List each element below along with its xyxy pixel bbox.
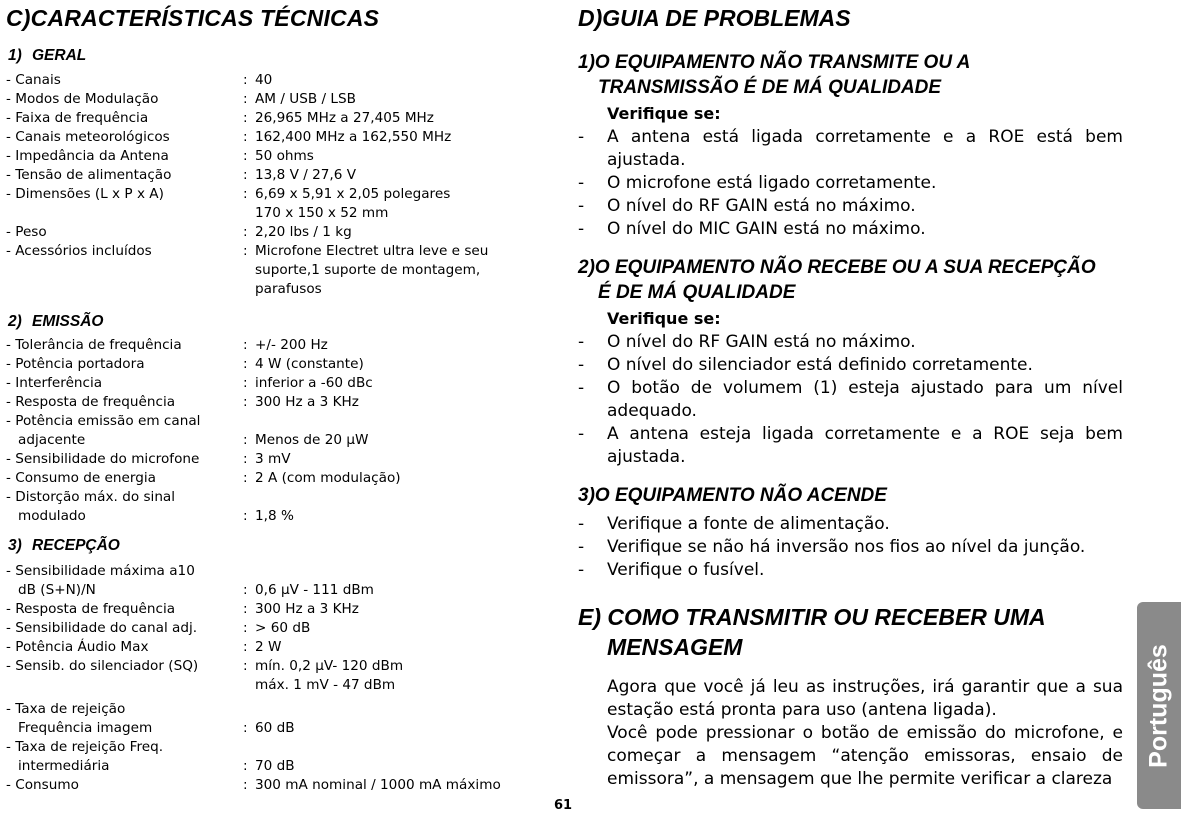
spec-value: 40 xyxy=(255,72,273,88)
problem-title-line: 1)O EQUIPAMENTO NÃO TRANSMITE OU A xyxy=(578,52,971,73)
spec-label: - Sensibilidade do microfone xyxy=(6,451,200,467)
spec-value-line: 170 x 150 x 52 mm xyxy=(255,205,389,221)
list-item xyxy=(578,354,1123,377)
colon: : xyxy=(243,224,248,240)
spec-value xyxy=(255,242,551,299)
spec-value: 2,20 lbs / 1 kg xyxy=(255,224,352,240)
language-tab xyxy=(1137,602,1181,809)
spec-row xyxy=(6,355,551,374)
section-title-text: EMISSÃO xyxy=(32,313,104,330)
spec-row xyxy=(6,700,551,738)
section-number: 3) xyxy=(8,537,22,554)
spec-label-line: Frequência imagem xyxy=(18,720,153,736)
spec-label-line: - Taxa de rejeição Freq. xyxy=(6,739,164,755)
paragraph: Você pode pressionar o botão de emissão do microfone, e começar a mensagem “atenção emissoras, ensaio de emissora”, a mensagem que lhe permite verificar a clareza xyxy=(607,723,1123,789)
colon: : xyxy=(243,167,248,183)
bullet-dash: - xyxy=(578,537,585,557)
colon: : xyxy=(243,758,248,774)
spec-row xyxy=(6,90,551,109)
spec-row xyxy=(6,450,551,469)
problem-no-receive xyxy=(578,255,1123,469)
bullet-dash: - xyxy=(578,196,585,216)
colon: : xyxy=(243,129,248,145)
spec-label: - Consumo de energia xyxy=(6,470,156,486)
list-item-text: Verifique se não há inversão nos fios ao nível da junção. xyxy=(607,537,1086,557)
spec-label: - Canais xyxy=(6,72,61,88)
spec-row xyxy=(6,600,551,619)
section-general-title xyxy=(6,46,551,66)
spec-row xyxy=(6,738,551,776)
spec-label xyxy=(6,738,243,776)
list-item xyxy=(578,126,1123,172)
spec-value: Menos de 20 µW xyxy=(255,432,369,448)
colon: : xyxy=(243,91,248,107)
spec-label-line: modulado xyxy=(18,508,86,524)
section-title-text: GERAL xyxy=(32,47,87,64)
problem-title: 3)O EQUIPAMENTO NÃO ACENDE xyxy=(578,485,887,506)
spec-label: - Sensib. do silenciador (SQ) xyxy=(6,658,199,674)
spec-label: - Acessórios incluídos xyxy=(6,243,152,259)
list-item-text: O nível do silenciador está definido corretamente. xyxy=(607,355,1033,375)
spec-label: - Potência portadora xyxy=(6,356,145,372)
verify-label: Verifique se: xyxy=(607,104,721,123)
section-e-title-line: MENSAGEM xyxy=(607,634,743,660)
spec-label-line: - Sensibilidade máxima a10 xyxy=(6,563,195,579)
section-emission-title xyxy=(6,312,551,332)
spec-value: 50 ohms xyxy=(255,148,314,164)
section-e-title-line: E) COMO TRANSMITIR OU RECEBER UMA xyxy=(578,604,1046,630)
colon: : xyxy=(243,582,248,598)
colon: : xyxy=(243,508,248,524)
section-reception-title xyxy=(6,536,551,556)
spec-value-line: parafusos xyxy=(255,281,322,297)
troubleshooting-title: D)GUIA DE PROBLEMAS xyxy=(578,5,851,31)
list-item xyxy=(578,513,1123,536)
colon: : xyxy=(243,720,248,736)
list-item xyxy=(578,559,1123,582)
spec-label-line: intermediária xyxy=(18,758,110,774)
spec-row xyxy=(6,166,551,185)
colon: : xyxy=(243,337,248,353)
spec-label: - Sensibilidade do canal adj. xyxy=(6,620,198,636)
spec-value-line: 6,69 x 5,91 x 2,05 polegares xyxy=(255,186,451,202)
list-item-text: O microfone está ligado corretamente. xyxy=(607,173,937,193)
page-number: 61 xyxy=(553,798,573,813)
spec-row xyxy=(6,147,551,166)
list-item-text: O nível do RF GAIN está no máximo. xyxy=(607,332,916,352)
colon: : xyxy=(243,451,248,467)
spec-row xyxy=(6,469,551,488)
spec-value: 26,965 MHz a 27,405 MHz xyxy=(255,110,434,126)
spec-label-line: - Distorção máx. do sinal xyxy=(6,489,176,505)
spec-value: inferior a -60 dBc xyxy=(255,375,373,391)
problem-title-line: É DE MÁ QUALIDADE xyxy=(598,282,796,303)
list-item-text: O nível do RF GAIN está no máximo. xyxy=(607,196,916,216)
section-number: 1) xyxy=(8,47,22,64)
list-item xyxy=(578,195,1123,218)
list-item-text: O botão de volumem (1) esteja ajustado para um nível adequado. xyxy=(607,378,1123,421)
spec-label: - Dimensões (L x P x A) xyxy=(6,186,164,202)
problem-title-line: TRANSMISSÃO É DE MÁ QUALIDADE xyxy=(598,77,942,98)
bullet-dash: - xyxy=(578,332,585,352)
spec-value: +/- 200 Hz xyxy=(255,337,328,353)
spec-value: > 60 dB xyxy=(255,620,311,636)
spec-label: - Resposta de frequência xyxy=(6,601,176,617)
spec-label: - Consumo xyxy=(6,777,79,793)
section-title-text: RECEPÇÃO xyxy=(32,537,120,554)
spec-row xyxy=(6,412,551,450)
spec-value-line: suporte,1 suporte de montagem, xyxy=(255,262,481,278)
emission-spec-list xyxy=(6,336,551,526)
spec-row xyxy=(6,776,551,795)
colon: : xyxy=(243,620,248,636)
spec-value: 162,400 MHz a 162,550 MHz xyxy=(255,129,452,145)
spec-row xyxy=(6,336,551,355)
bullet-dash: - xyxy=(578,378,585,398)
spec-row xyxy=(6,374,551,393)
problem-title xyxy=(578,255,1123,305)
reception-spec-list xyxy=(6,562,551,795)
spec-value: 1,8 % xyxy=(255,508,294,524)
list-item xyxy=(578,218,1123,241)
spec-row xyxy=(6,619,551,638)
list-item-text: O nível do MIC GAIN está no máximo. xyxy=(607,219,926,239)
spec-row xyxy=(6,71,551,90)
spec-label xyxy=(6,700,243,738)
list-item-text: Verifique o fusível. xyxy=(607,560,765,580)
colon: : xyxy=(243,394,248,410)
bullet-dash: - xyxy=(578,173,585,193)
spec-value: 4 W (constante) xyxy=(255,356,364,372)
list-item-text: A antena esteja ligada corretamente e a ROE seja bem ajustada. xyxy=(607,424,1123,467)
spec-row xyxy=(6,185,551,223)
check-list xyxy=(578,126,1123,241)
list-item xyxy=(578,172,1123,195)
general-spec-list xyxy=(6,71,551,299)
section-general xyxy=(6,46,551,299)
list-item xyxy=(578,536,1123,559)
spec-label: - Tensão de alimentação xyxy=(6,167,172,183)
section-number: 2) xyxy=(8,313,22,330)
spec-value xyxy=(255,657,551,695)
check-list xyxy=(578,513,1123,582)
section-e-title xyxy=(578,602,1123,662)
spec-value-line: máx. 1 mV - 47 dBm xyxy=(255,677,396,693)
list-item-text: A antena está ligada corretamente e a ROE está bem ajustada. xyxy=(607,127,1123,170)
troubleshooting-column xyxy=(578,4,1123,791)
check-list xyxy=(578,331,1123,469)
problem-title-line: 2)O EQUIPAMENTO NÃO RECEBE OU A SUA RECEPÇÃO xyxy=(578,257,1096,278)
colon: : xyxy=(243,356,248,372)
bullet-dash: - xyxy=(578,560,585,580)
colon: : xyxy=(243,432,248,448)
spec-row xyxy=(6,638,551,657)
spec-row xyxy=(6,128,551,147)
verify-label: Verifique se: xyxy=(607,309,721,328)
spec-label-line: - Potência emissão em canal xyxy=(6,413,201,429)
problem-no-transmit xyxy=(578,50,1123,241)
spec-label xyxy=(6,412,243,450)
spec-value: 2 W xyxy=(255,639,282,655)
spec-value: 2 A (com modulação) xyxy=(255,470,401,486)
problem-no-power xyxy=(578,483,1123,582)
colon: : xyxy=(243,601,248,617)
colon: : xyxy=(243,639,248,655)
colon: : xyxy=(243,375,248,391)
specs-title: C)CARACTERÍSTICAS TÉCNICAS xyxy=(6,5,380,31)
spec-value: 70 dB xyxy=(255,758,295,774)
list-item-text: Verifique a fonte de alimentação. xyxy=(607,514,890,534)
spec-label: - Resposta de frequência xyxy=(6,394,176,410)
section-how-to-transmit xyxy=(578,602,1123,791)
language-label: Português xyxy=(1144,643,1173,768)
colon: : xyxy=(243,148,248,164)
colon: : xyxy=(243,186,248,202)
spec-value: 300 Hz a 3 KHz xyxy=(255,394,359,410)
spec-label: - Tolerância de frequência xyxy=(6,337,182,353)
bullet-dash: - xyxy=(578,219,585,239)
spec-row xyxy=(6,109,551,128)
spec-row xyxy=(6,562,551,600)
spec-row xyxy=(6,223,551,242)
spec-label xyxy=(6,488,243,526)
bullet-dash: - xyxy=(578,355,585,375)
spec-value: 300 Hz a 3 KHz xyxy=(255,601,359,617)
colon: : xyxy=(243,72,248,88)
spec-label xyxy=(6,562,243,600)
spec-value: 3 mV xyxy=(255,451,291,467)
bullet-dash: - xyxy=(578,424,585,444)
spec-value-line: mín. 0,2 µV- 120 dBm xyxy=(255,658,404,674)
bullet-dash: - xyxy=(578,514,585,534)
spec-label: - Modos de Modulação xyxy=(6,91,159,107)
spec-label-line: - Taxa de rejeição xyxy=(6,701,126,717)
spec-row xyxy=(6,242,551,299)
problem-title xyxy=(578,50,1123,100)
spec-value: 13,8 V / 27,6 V xyxy=(255,167,356,183)
spec-label: - Interferência xyxy=(6,375,103,391)
list-item xyxy=(578,423,1123,469)
paragraph: Agora que você já leu as instruções, irá garantir que a sua estação está pronta para uso (antena ligada). xyxy=(607,677,1123,720)
bullet-dash: - xyxy=(578,127,585,147)
list-item xyxy=(578,331,1123,354)
spec-value: 0,6 µV - 111 dBm xyxy=(255,582,374,598)
spec-value xyxy=(255,185,551,223)
spec-value: 300 mA nominal / 1000 mA máximo xyxy=(255,777,501,793)
spec-row xyxy=(6,393,551,412)
spec-label: - Faixa de frequência xyxy=(6,110,149,126)
spec-label: - Canais meteorológicos xyxy=(6,129,170,145)
colon: : xyxy=(243,777,248,793)
section-emission xyxy=(6,312,551,526)
technical-specs-column xyxy=(6,4,551,795)
list-item xyxy=(578,377,1123,423)
spec-label: - Potência Áudio Max xyxy=(6,639,149,655)
spec-label: - Peso xyxy=(6,224,47,240)
colon: : xyxy=(243,658,248,674)
colon: : xyxy=(243,110,248,126)
spec-label-line: adjacente xyxy=(18,432,86,448)
colon: : xyxy=(243,243,248,259)
spec-value-line: Microfone Electret ultra leve e seu xyxy=(255,243,489,259)
spec-value: 60 dB xyxy=(255,720,295,736)
section-reception xyxy=(6,536,551,795)
spec-label-line: dB (S+N)/N xyxy=(18,582,96,598)
colon: : xyxy=(243,470,248,486)
spec-value: AM / USB / LSB xyxy=(255,91,356,107)
spec-row xyxy=(6,488,551,526)
spec-label: - Impedância da Antena xyxy=(6,148,169,164)
spec-row xyxy=(6,657,551,695)
